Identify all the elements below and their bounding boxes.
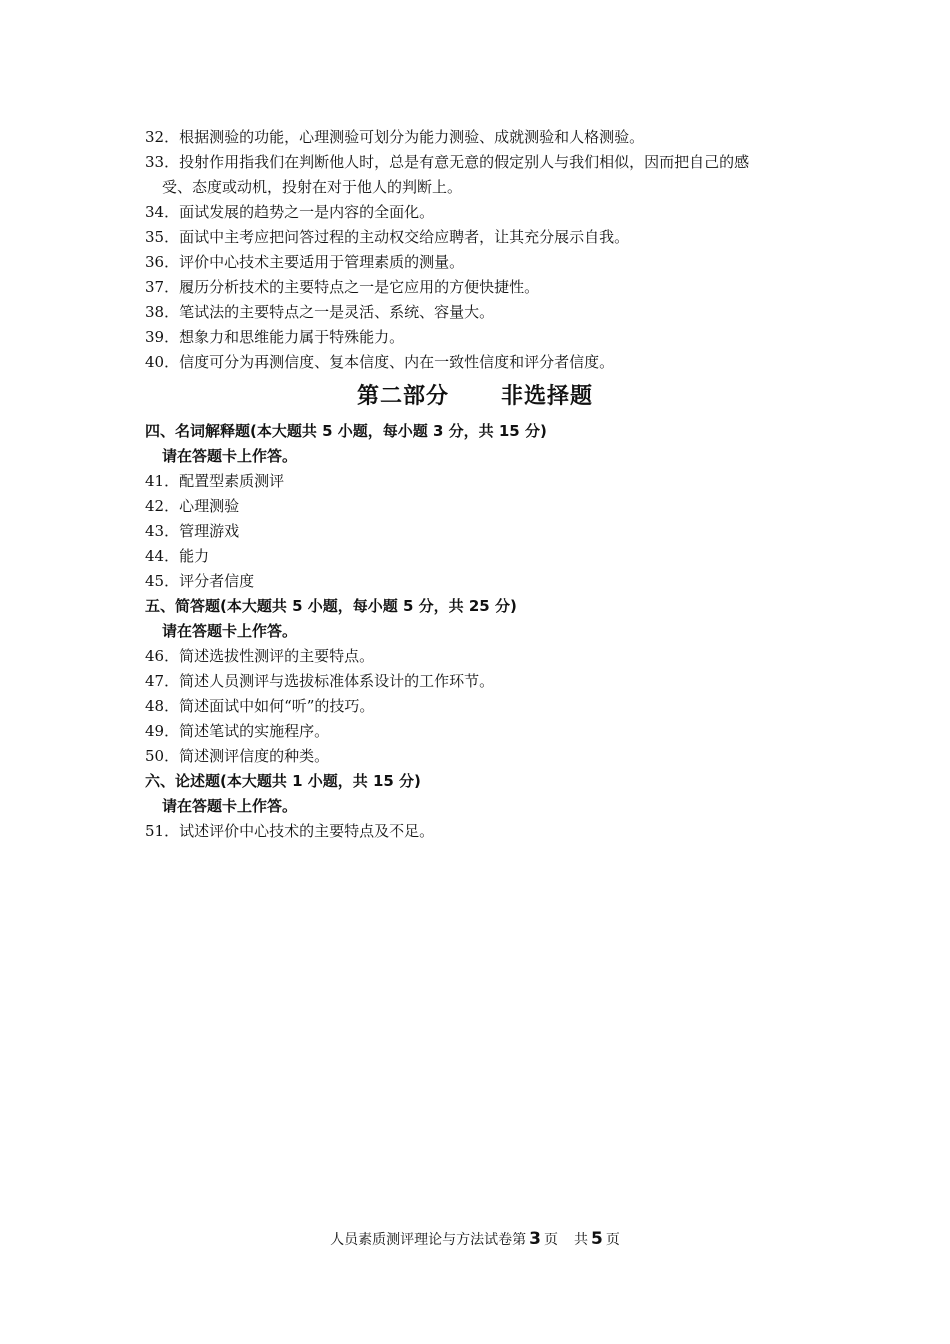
section-5-heading: 五、简答题(本大题共 5 小题，每小题 5 分，共 25 分) xyxy=(145,597,517,615)
question-33: 33．投射作用指我们在判断他人时，总是有意无意的假定别人与我们相似，因而把自己的感 xyxy=(145,153,750,171)
question-47: 47．简述人员测评与选拔标准体系设计的工作环节。 xyxy=(145,672,495,690)
question-39: 39．想象力和思维能力属于特殊能力。 xyxy=(145,328,405,346)
question-37: 37．履历分析技术的主要特点之一是它应用的方便快捷性。 xyxy=(145,278,540,296)
total-page-number: 5 xyxy=(591,1229,603,1249)
question-32: 32．根据测验的功能，心理测验可划分为能力测验、成就测验和人格测验。 xyxy=(145,128,645,146)
question-43: 43．管理游戏 xyxy=(145,522,240,540)
question-42: 42．心理测验 xyxy=(145,497,240,515)
question-34: 34．面试发展的趋势之一是内容的全面化。 xyxy=(145,203,435,221)
current-page-number: 3 xyxy=(529,1229,541,1249)
question-51: 51．试述评价中心技术的主要特点及不足。 xyxy=(145,822,435,840)
question-33-continuation: 受、态度或动机，投射在对于他人的判断上。 xyxy=(162,178,463,196)
question-38: 38．笔试法的主要特点之一是灵活、系统、容量大。 xyxy=(145,303,495,321)
question-35: 35．面试中主考应把问答过程的主动权交给应聘者，让其充分展示自我。 xyxy=(145,228,630,246)
question-41: 41．配置型素质测评 xyxy=(145,472,285,490)
section-6-heading: 六、论述题(本大题共 1 小题，共 15 分) xyxy=(145,772,421,790)
question-45: 45．评分者信度 xyxy=(145,572,255,590)
section-4-instruction: 请在答题卡上作答。 xyxy=(162,447,298,465)
question-46: 46．简述选拔性测评的主要特点。 xyxy=(145,647,375,665)
question-36: 36．评价中心技术主要适用于管理素质的测量。 xyxy=(145,253,465,271)
question-40: 40．信度可分为再测信度、复本信度、内在一致性信度和评分者信度。 xyxy=(145,353,615,371)
question-48: 48．简述面试中如何“听”的技巧。 xyxy=(145,697,375,715)
part-title: 第二部分 非选择题 xyxy=(356,384,594,409)
section-6-instruction: 请在答题卡上作答。 xyxy=(162,797,298,815)
section-5-instruction: 请在答题卡上作答。 xyxy=(162,622,298,640)
question-44: 44．能力 xyxy=(145,547,210,565)
page-content xyxy=(145,125,825,844)
question-50: 50．简述测评信度的种类。 xyxy=(145,747,330,765)
page-footer: 人员素质测评理论与方法试卷第 3 页 共 5 页 xyxy=(330,1229,620,1249)
question-49: 49．简述笔试的实施程序。 xyxy=(145,722,330,740)
section-4-heading: 四、名词解释题(本大题共 5 小题，每小题 3 分，共 15 分) xyxy=(145,422,547,440)
